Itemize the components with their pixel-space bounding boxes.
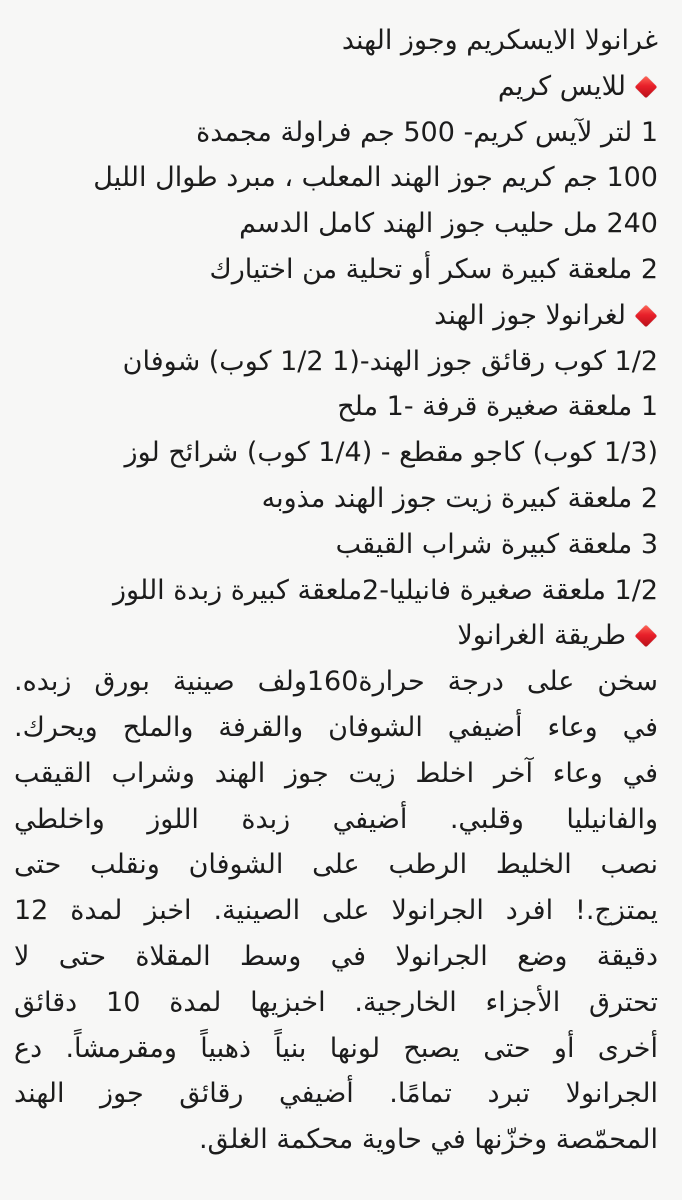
method-line: نصب الخليط الرطب على الشوفان ونقلب حتى bbox=[14, 849, 658, 881]
section-heading-label: للايس كريم bbox=[497, 70, 626, 102]
red-diamond-icon bbox=[634, 75, 658, 99]
ingredient-line: 2 ملعقة كبيرة زيت جوز الهند مذوبه bbox=[261, 482, 658, 514]
method-line: المحمّصة وخزّنها في حاوية محكمة الغلق. bbox=[198, 1124, 658, 1156]
section-heading-granola bbox=[14, 293, 658, 339]
method-line: تحترق الأجزاء الخارجية. اخبزيها لمدة 10 دقائق bbox=[14, 986, 658, 1018]
section-heading-label: طريقة الغرانولا bbox=[457, 620, 626, 652]
ingredient-line: (1/3 كوب) كاجو مقطع - (1/4 كوب) شرائح لوز bbox=[124, 437, 658, 469]
method-line: دقيقة وضع الجرانولا في وسط المقلاة حتى لا bbox=[14, 940, 658, 972]
method-line: الجرانولا تبرد تمامًا. أضيفي رقائق جوز الهند bbox=[14, 1078, 658, 1110]
ingredient-line: 1/2 كوب رقائق جوز الهند-(1 1/2 كوب) شوفان bbox=[122, 345, 658, 377]
method-paragraph bbox=[14, 659, 658, 1163]
method-line: في وعاء أضيفي الشوفان والقرفة والملح ويحرك. bbox=[14, 711, 658, 743]
ingredient-line: 240 مل حليب جوز الهند كامل الدسم bbox=[239, 208, 658, 240]
method-line: في وعاء آخر اخلط زيت جوز الهند وشراب القيقب bbox=[14, 757, 658, 789]
section-heading-label: لغرانولا جوز الهند bbox=[434, 299, 626, 331]
recipe-title: غرانولا الايسكريم وجوز الهند bbox=[341, 25, 658, 56]
method-line: والفانيليا وقلبي. أضيفي زبدة اللوز واخلطي bbox=[14, 803, 658, 835]
ingredient-line: 3 ملعقة كبيرة شراب القيقب bbox=[335, 528, 658, 560]
ingredient-line: 1/2 ملعقة صغيرة فانيليا-2ملعقة كبيرة زبدة اللوز bbox=[113, 574, 658, 606]
method-line: أخرى أو حتى يصبح لونها بنياً ذهبياً ومقرمشاً. دع bbox=[14, 1032, 658, 1064]
ingredient-line: 1 ملعقة صغيرة قرفة -1 ملح bbox=[337, 391, 658, 423]
ingredient-line: 2 ملعقة كبيرة سكر أو تحلية من اختيارك bbox=[209, 253, 658, 285]
method-line: يمتزج.! افرد الجرانولا على الصينية. اخبز لمدة 12 bbox=[14, 895, 658, 927]
section-heading-method bbox=[14, 613, 658, 659]
ingredient-line: 1 لتر لآيس كريم- 500 جم فراولة مجمدة bbox=[196, 116, 658, 148]
section-heading-ice-cream bbox=[14, 64, 658, 110]
red-diamond-icon bbox=[634, 624, 658, 648]
red-diamond-icon bbox=[634, 304, 658, 328]
ingredient-line: 100 جم كريم جوز الهند المعلب ، مبرد طوال الليل bbox=[93, 162, 658, 194]
method-line: سخن على درجة حرارة160ولف صينية بورق زبده. bbox=[14, 666, 658, 698]
